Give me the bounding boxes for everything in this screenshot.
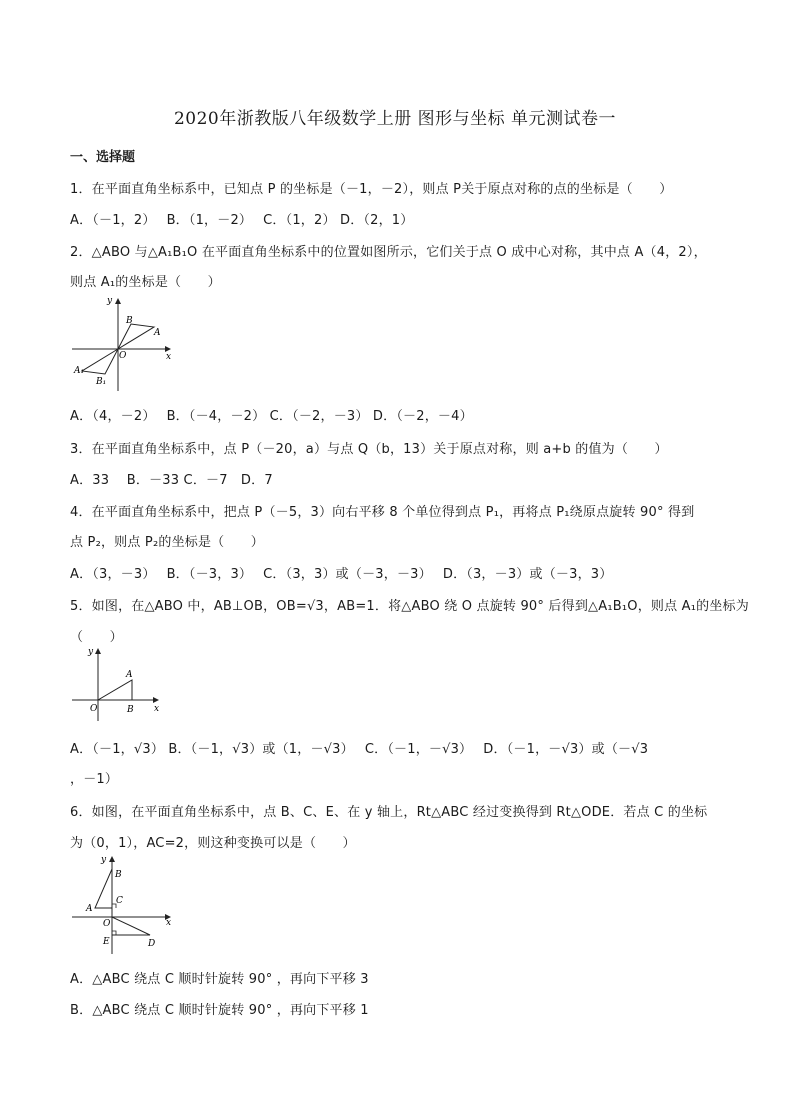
x-label: x [166, 918, 172, 928]
x-label: x [166, 352, 172, 362]
question-5-figure [70, 643, 165, 723]
page-title: 2020年浙教版八年级数学上册 图形与坐标 单元测试卷一 [173, 109, 617, 129]
question-6-option-a: A．△ABC 绕点 C 顺时针旋转 90° ，再向下平移 3 [70, 972, 369, 987]
point-a-label: A [154, 328, 161, 338]
coordinate-diagram [70, 643, 165, 723]
point-e-label: E [103, 937, 110, 947]
y-label: y [101, 855, 107, 865]
question-5-options: A．（－1，√3） B．（－1，√3）或（1，－√3） C．（－1，－√3） D．（－1，－√3）或（－√3 [70, 742, 649, 757]
point-b-label: B [126, 316, 133, 326]
question-4-line-1: 4．在平面直角坐标系中，把点 P（－5，3）向右平移 8 个单位得到点 P₁，再将点 P₁绕原点旋转 90° 得到 [70, 505, 695, 520]
question-1: 1．在平面直角坐标系中，已知点 P 的坐标是（－1，－2），则点 P关于原点对称的点的坐标是（ ） [70, 182, 673, 197]
question-3: 3．在平面直角坐标系中，点 P（－20，a）与点 Q（b，13）关于原点对称，则 a+b 的值为（ ） [70, 442, 668, 457]
point-a1-label: A₁ [74, 366, 85, 376]
point-b-label: B [127, 705, 134, 715]
triangle-abo [118, 324, 154, 349]
point-c-label: C [116, 896, 123, 906]
coordinate-diagram [70, 293, 180, 393]
right-angle-mark-e [112, 931, 116, 935]
point-a-label: A [126, 670, 133, 680]
triangle-a1b1o [82, 349, 118, 374]
question-2-line-1: 2．△ABO 与△A₁B₁O 在平面直角坐标系中的位置如图所示，它们关于点 O 成中心对称，其中点 A（4，2）， [70, 245, 707, 260]
question-4-options: A．（3，－3） B．（－3，3） C．（3，3）或（－3，－3） D．（3，－3）或（－3，3） [70, 567, 613, 582]
y-label: y [88, 647, 94, 657]
question-5-line-2: （ ） [70, 630, 123, 645]
question-2-figure [70, 293, 180, 393]
question-6-option-b: B．△ABC 绕点 C 顺时针旋转 90° ，再向下平移 1 [70, 1003, 369, 1018]
question-6-line-2: 为（0，1），AC=2，则这种变换可以是（ ） [70, 836, 356, 851]
origin-label: O [103, 919, 111, 929]
point-d-label: D [148, 939, 156, 949]
section-heading: 一、选择题 [70, 150, 136, 165]
question-2-options: A．（4，－2） B．（－4，－2） C．（－2，－3） D．（－2，－4） [70, 409, 473, 424]
origin-label: O [119, 351, 127, 361]
point-b1-label: B₁ [96, 377, 107, 387]
triangle-abo [98, 680, 132, 700]
x-label: x [154, 704, 160, 714]
triangle-ode [112, 917, 150, 935]
y-label: y [107, 296, 113, 306]
origin-label: O [90, 704, 98, 714]
coordinate-diagram [70, 851, 180, 956]
question-6-line-1: 6．如图，在平面直角坐标系中，点 B、C、E、在 y 轴上，Rt△ABC 经过变换得到 Rt△ODE．若点 C 的坐标 [70, 805, 708, 820]
question-6-figure [70, 851, 180, 956]
question-3-options: A．33 B．－33 C．－7 D．7 [70, 473, 273, 488]
question-5-options-continued: ，－1） [70, 772, 119, 787]
point-a-label: A [86, 904, 93, 914]
question-4-line-2: 点 P₂，则点 P₂的坐标是（ ） [70, 535, 264, 550]
question-5-line-1: 5．如图，在△ABO 中，AB⊥OB，OB=√3，AB=1．将△ABO 绕 O 点旋转 90° 后得到△A₁B₁O，则点 A₁的坐标为 [70, 599, 749, 614]
triangle-abc [95, 869, 112, 908]
question-2-line-2: 则点 A₁的坐标是（ ） [70, 275, 221, 290]
point-b-label: B [115, 870, 122, 880]
question-1-options: A．（－1，2） B．（1，－2） C．（1，2） D．（2，1） [70, 213, 414, 228]
